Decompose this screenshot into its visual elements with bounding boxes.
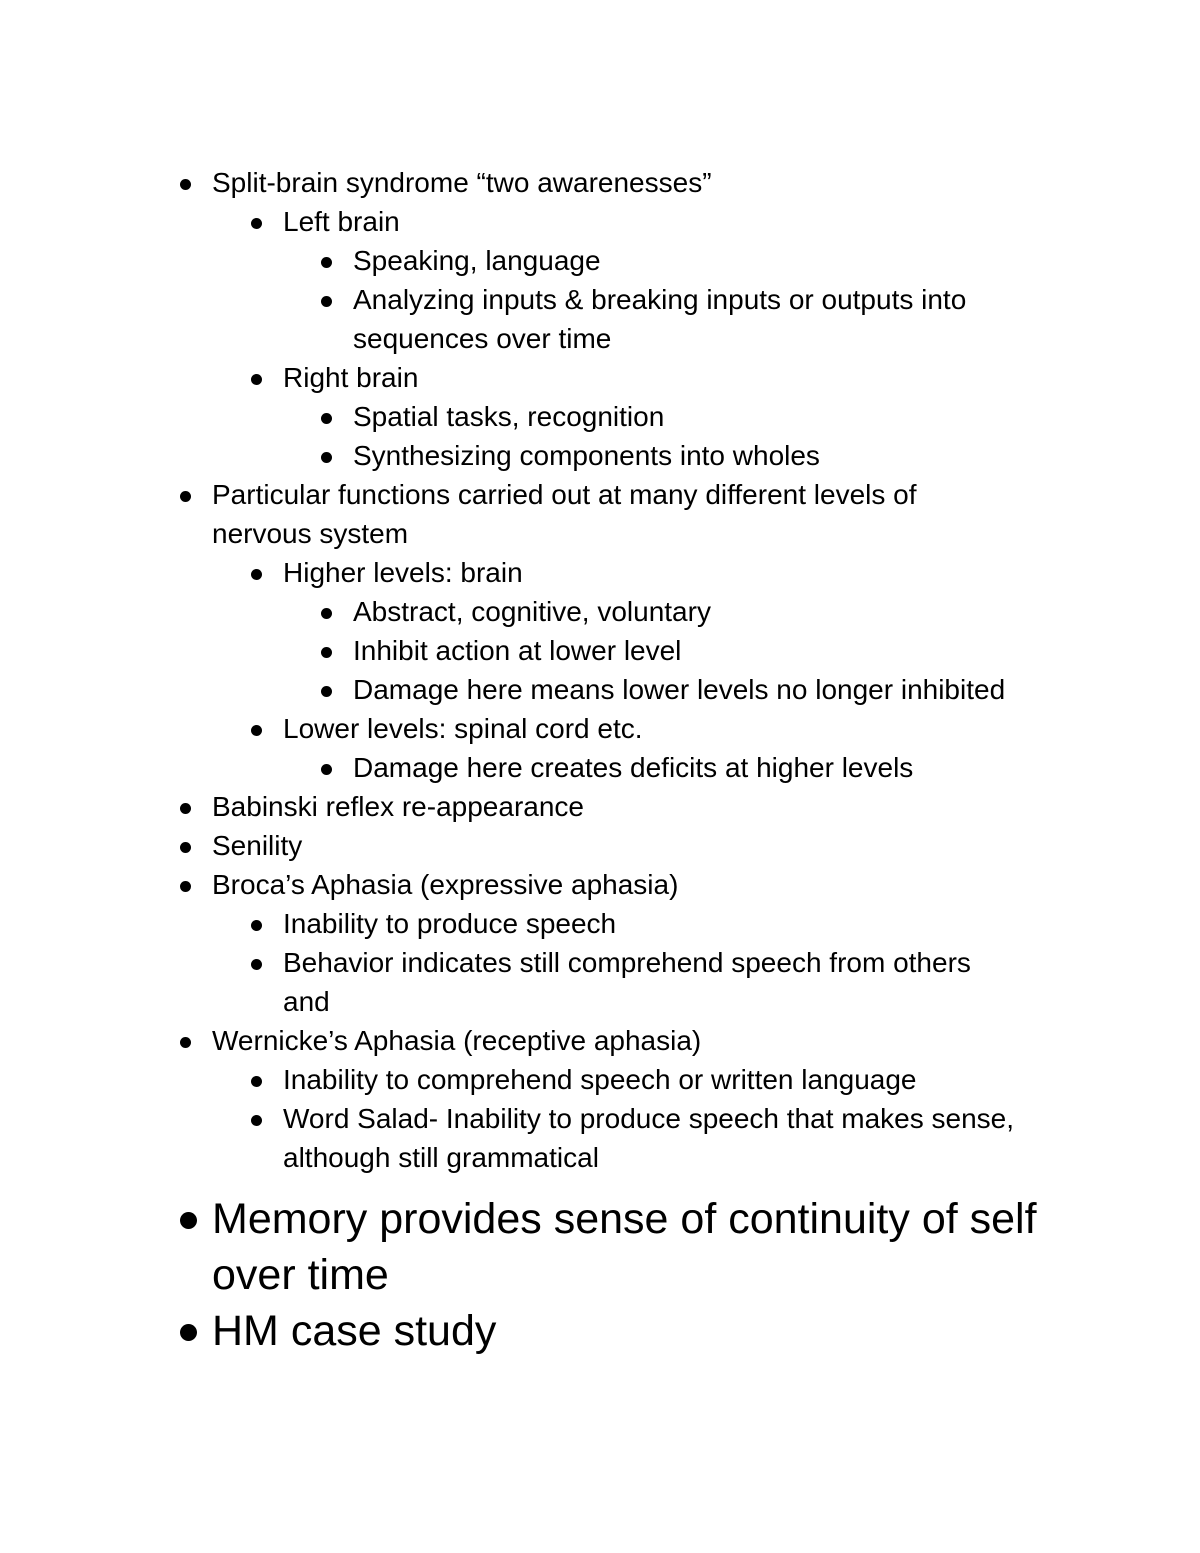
bullet-icon <box>180 1324 197 1341</box>
speaking-text-line: Speaking, language <box>353 245 601 276</box>
inhibit-text-line: Inhibit action at lower level <box>353 635 682 666</box>
analyzing-text-line: Analyzing inputs & breaking inputs or outputs into <box>353 284 967 315</box>
memory-text-line: Memory provides sense of continuity of self <box>212 1195 1037 1243</box>
synthesizing-text-line: Synthesizing components into wholes <box>353 440 820 471</box>
bullet-icon <box>251 218 262 229</box>
bullet-icon <box>180 179 191 190</box>
bullet-icon <box>321 647 332 658</box>
bullet-icon <box>180 491 191 502</box>
split-brain-text-line: Split-brain syndrome “two awarenesses” <box>212 167 712 198</box>
inability-produce-text-line: Inability to produce speech <box>283 908 617 939</box>
word-salad-text-line: although still grammatical <box>283 1142 599 1173</box>
bullet-icon <box>251 569 262 580</box>
bullet-icon <box>321 413 332 424</box>
broca-text-line: Broca’s Aphasia (expressive aphasia) <box>212 869 679 900</box>
bullet-icon <box>251 920 262 931</box>
bullet-icon <box>321 257 332 268</box>
bullet-icon <box>180 881 191 892</box>
bullet-icon <box>321 764 332 775</box>
inability-comprehend-text-line: Inability to comprehend speech or written language <box>283 1064 917 1095</box>
bullet-icon <box>251 725 262 736</box>
bullet-icon <box>180 842 191 853</box>
particular-functions-text-line: Particular functions carried out at many different levels of <box>212 479 917 510</box>
bullet-icon <box>321 452 332 463</box>
wernicke-text-line: Wernicke’s Aphasia (receptive aphasia) <box>212 1025 702 1056</box>
right-brain-text-line: Right brain <box>283 362 419 393</box>
behavior-text-line: and <box>283 986 330 1017</box>
hm-case-text-line: HM case study <box>212 1307 497 1355</box>
damage-lower-text-line: Damage here creates deficits at higher levels <box>353 752 914 783</box>
left-brain-text-line: Left brain <box>283 206 400 237</box>
bullet-icon <box>251 374 262 385</box>
bullet-icon <box>180 1037 191 1048</box>
spatial-text-line: Spatial tasks, recognition <box>353 401 665 432</box>
abstract-text-line: Abstract, cognitive, voluntary <box>353 596 711 627</box>
damage-higher-text-line: Damage here means lower levels no longer inhibited <box>353 674 1006 705</box>
higher-levels-text-line: Higher levels: brain <box>283 557 523 588</box>
babinski-text-line: Babinski reflex re-appearance <box>212 791 584 822</box>
bullet-icon <box>180 803 191 814</box>
bullet-icon <box>251 1115 262 1126</box>
senility-text-line: Senility <box>212 830 303 861</box>
bullet-icon <box>321 686 332 697</box>
analyzing-text-line: sequences over time <box>353 323 612 354</box>
bullet-icon <box>321 296 332 307</box>
bullet-icon <box>321 608 332 619</box>
behavior-text-line: Behavior indicates still comprehend speech from others <box>283 947 971 978</box>
word-salad-text-line: Word Salad- Inability to produce speech that makes sense, <box>283 1103 1014 1134</box>
lower-levels-text-line: Lower levels: spinal cord etc. <box>283 713 643 744</box>
particular-functions-text-line: nervous system <box>212 518 409 549</box>
bullet-icon <box>251 1076 262 1087</box>
bullet-icon <box>251 959 262 970</box>
memory-text-line: over time <box>212 1251 389 1299</box>
bullet-icon <box>180 1212 197 1229</box>
